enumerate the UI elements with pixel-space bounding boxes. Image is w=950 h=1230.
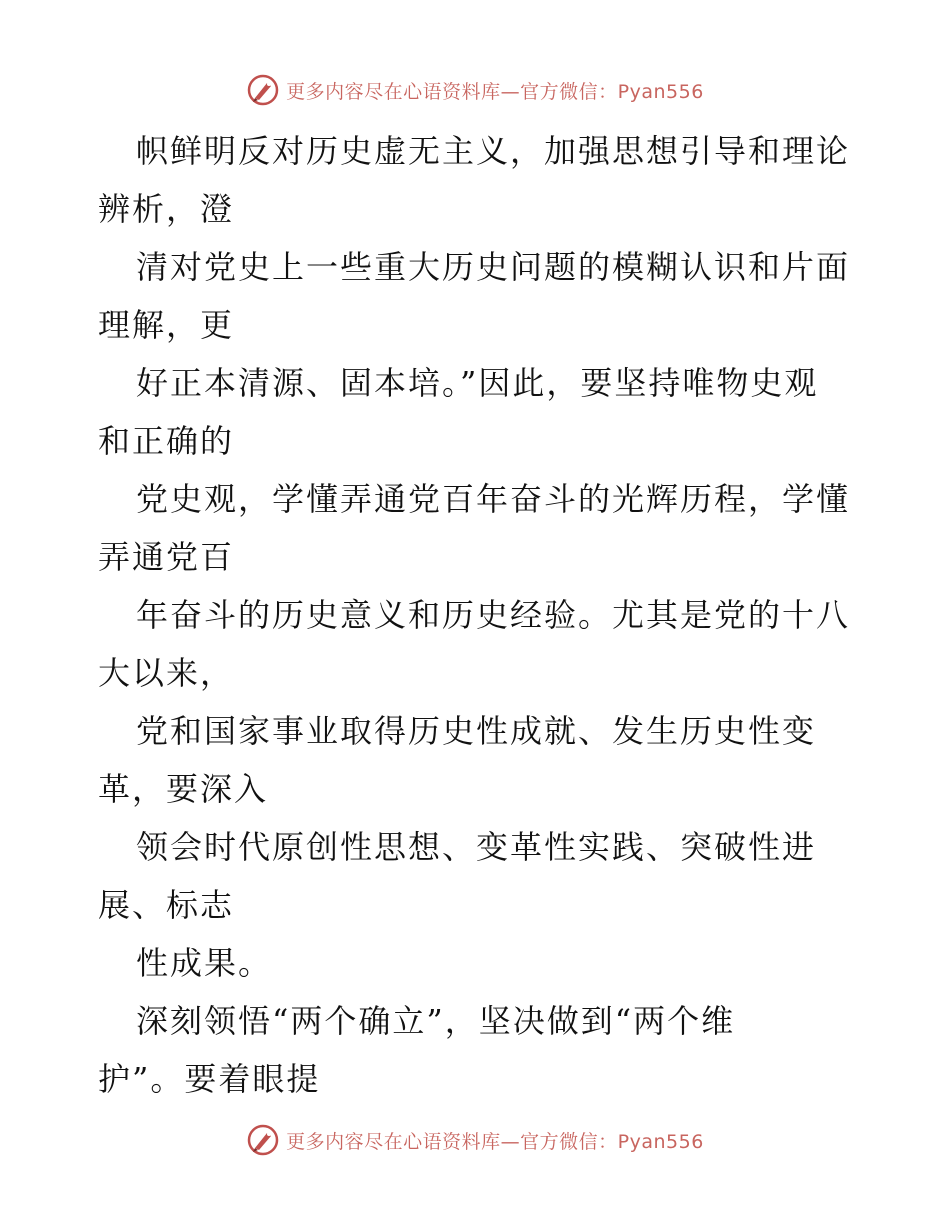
text-line: 护”。要着眼提 [98,1060,321,1098]
text-line: 辨析，澄 [98,190,235,228]
text-line: 革，要深入 [98,770,269,808]
text-line: 党和国家事业取得历史性成就、发生历史性变 [136,712,817,750]
text-line: 和正确的 [98,422,235,460]
text-line: 领会时代原创性思想、变革性实践、突破性进 [136,828,817,866]
header-watermark [0,70,950,110]
text-line: 弄通党百 [98,538,235,576]
footer-watermark [0,1120,950,1160]
text-line: 性成果。 [136,944,273,982]
text-line: 好正本清源、固本培。”因此，要坚持唯物史观 [136,364,819,402]
text-line: 深刻领悟“两个确立”，坚决做到“两个维 [136,1002,736,1040]
text-line: 理解，更 [98,306,235,344]
text-line: 党史观，学懂弄通党百年奋斗的光辉历程，学懂 [136,480,851,518]
text-line: 帜鲜明反对历史虚无主义，加强思想引导和理论 [136,132,851,170]
text-line: 大以来， [98,654,235,692]
watermark-text: 更多内容尽在心语资料库—官方微信：Pyan556 [286,80,704,103]
watermark-text: 更多内容尽在心语资料库—官方微信：Pyan556 [286,1130,704,1153]
text-line: 展、标志 [98,886,235,924]
pen-logo-icon [246,73,280,107]
document-body [98,122,858,1108]
text-line: 清对党史上一些重大历史问题的模糊认识和片面 [136,248,851,286]
pen-logo-icon [246,1123,280,1157]
text-line: 年奋斗的历史意义和历史经验。尤其是党的十八 [136,596,851,634]
